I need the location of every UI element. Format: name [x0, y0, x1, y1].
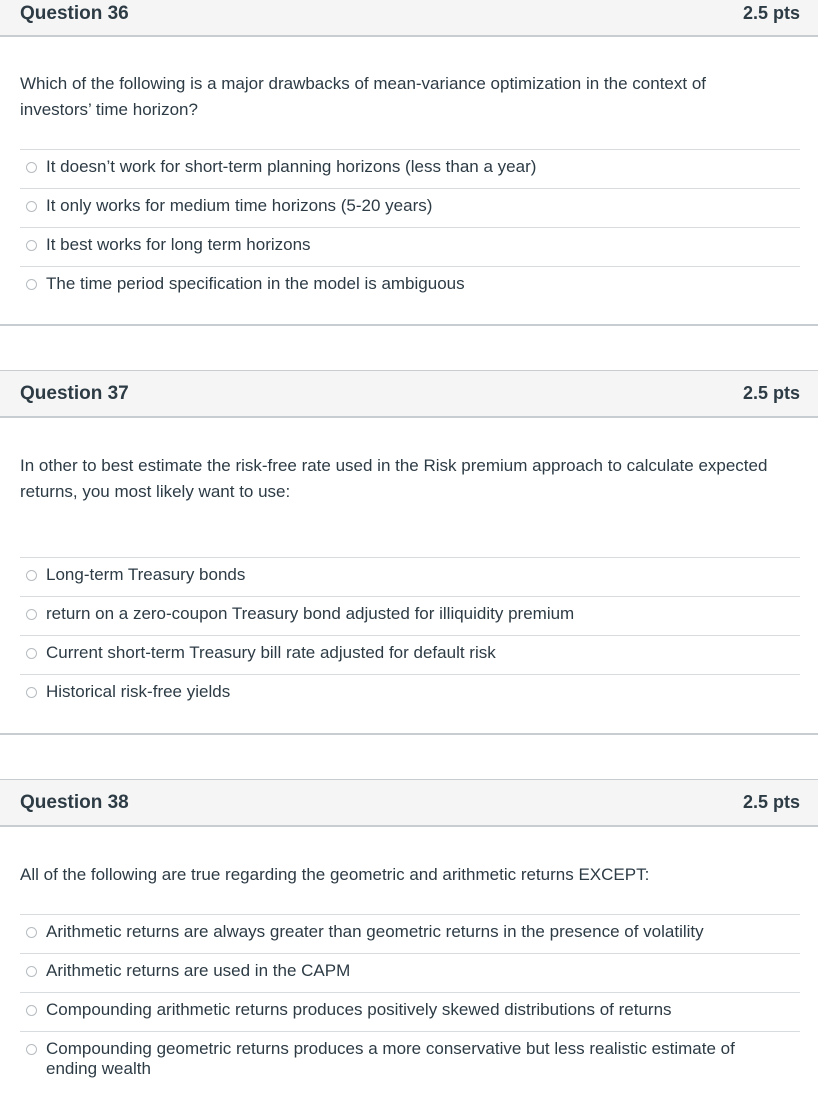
- radio-button[interactable]: [26, 1044, 37, 1055]
- answer-option[interactable]: [20, 954, 800, 993]
- radio-button[interactable]: [26, 609, 37, 620]
- answer-option[interactable]: [20, 150, 800, 189]
- answer-label: Compounding arithmetic returns produces positively skewed distributions of returns: [46, 1000, 672, 1019]
- radio-button[interactable]: [26, 162, 37, 173]
- answer-label: Current short-term Treasury bill rate adjusted for default risk: [46, 643, 496, 662]
- answer-label: It best works for long term horizons: [46, 235, 311, 254]
- answer-label: Compounding geometric returns produces a more conservative but less realistic estimate of ending wealth: [46, 1039, 735, 1078]
- radio-button[interactable]: [26, 927, 37, 938]
- answer-label: Historical risk-free yields: [46, 682, 231, 701]
- question-36-footer: [0, 324, 818, 326]
- question-36-text: Which of the following is a major drawbacks of mean-variance optimization in the context of investors’ time horizon?: [20, 74, 706, 119]
- answer-option[interactable]: [20, 636, 800, 675]
- question-37-text: In other to best estimate the risk-free rate used in the Risk premium approach to calculate expected returns, you most likely want to use:: [20, 456, 768, 501]
- answer-option[interactable]: [20, 267, 800, 306]
- question-title: Question 37: [20, 383, 129, 404]
- radio-button[interactable]: [26, 687, 37, 698]
- radio-button[interactable]: [26, 570, 37, 581]
- radio-button[interactable]: [26, 966, 37, 977]
- radio-button[interactable]: [26, 1005, 37, 1016]
- question-38-header: [0, 779, 818, 827]
- answer-option[interactable]: [20, 228, 800, 267]
- answer-option[interactable]: [20, 993, 800, 1032]
- answer-option[interactable]: [20, 597, 800, 636]
- question-points: 2.5 pts: [742, 792, 800, 812]
- answer-label: It only works for medium time horizons (5-20 years): [46, 196, 433, 215]
- answer-option[interactable]: [20, 1032, 800, 1086]
- question-title: Question 36: [20, 3, 129, 24]
- question-37-header: [0, 370, 818, 418]
- question-title: Question 38: [20, 792, 129, 813]
- question-points: 2.5 pts: [742, 383, 800, 403]
- answer-label: Arithmetic returns are always greater than geometric returns in the presence of volatility: [46, 922, 704, 941]
- radio-button[interactable]: [26, 240, 37, 251]
- answer-label: Long-term Treasury bonds: [46, 565, 246, 584]
- answer-label: Arithmetic returns are used in the CAPM: [46, 961, 351, 980]
- answer-option[interactable]: [20, 189, 800, 228]
- question-37-footer: [0, 733, 818, 735]
- question-38-text: All of the following are true regarding the geometric and arithmetic returns EXCEPT:: [20, 865, 650, 884]
- answer-label: return on a zero-coupon Treasury bond adjusted for illiquidity premium: [46, 604, 575, 623]
- question-36-answers: [20, 149, 800, 306]
- answer-option[interactable]: [20, 675, 800, 714]
- answer-label: The time period specification in the model is ambiguous: [46, 274, 465, 293]
- radio-button[interactable]: [26, 279, 37, 290]
- radio-button[interactable]: [26, 201, 37, 212]
- radio-button[interactable]: [26, 648, 37, 659]
- answer-option[interactable]: [20, 915, 800, 954]
- answer-label: It doesn’t work for short-term planning horizons (less than a year): [46, 157, 537, 176]
- question-points: 2.5 pts: [742, 3, 800, 23]
- answer-option[interactable]: [20, 558, 800, 597]
- question-36-header: [0, 0, 818, 37]
- question-38-answers: [20, 914, 800, 1086]
- question-37-answers: [20, 557, 800, 714]
